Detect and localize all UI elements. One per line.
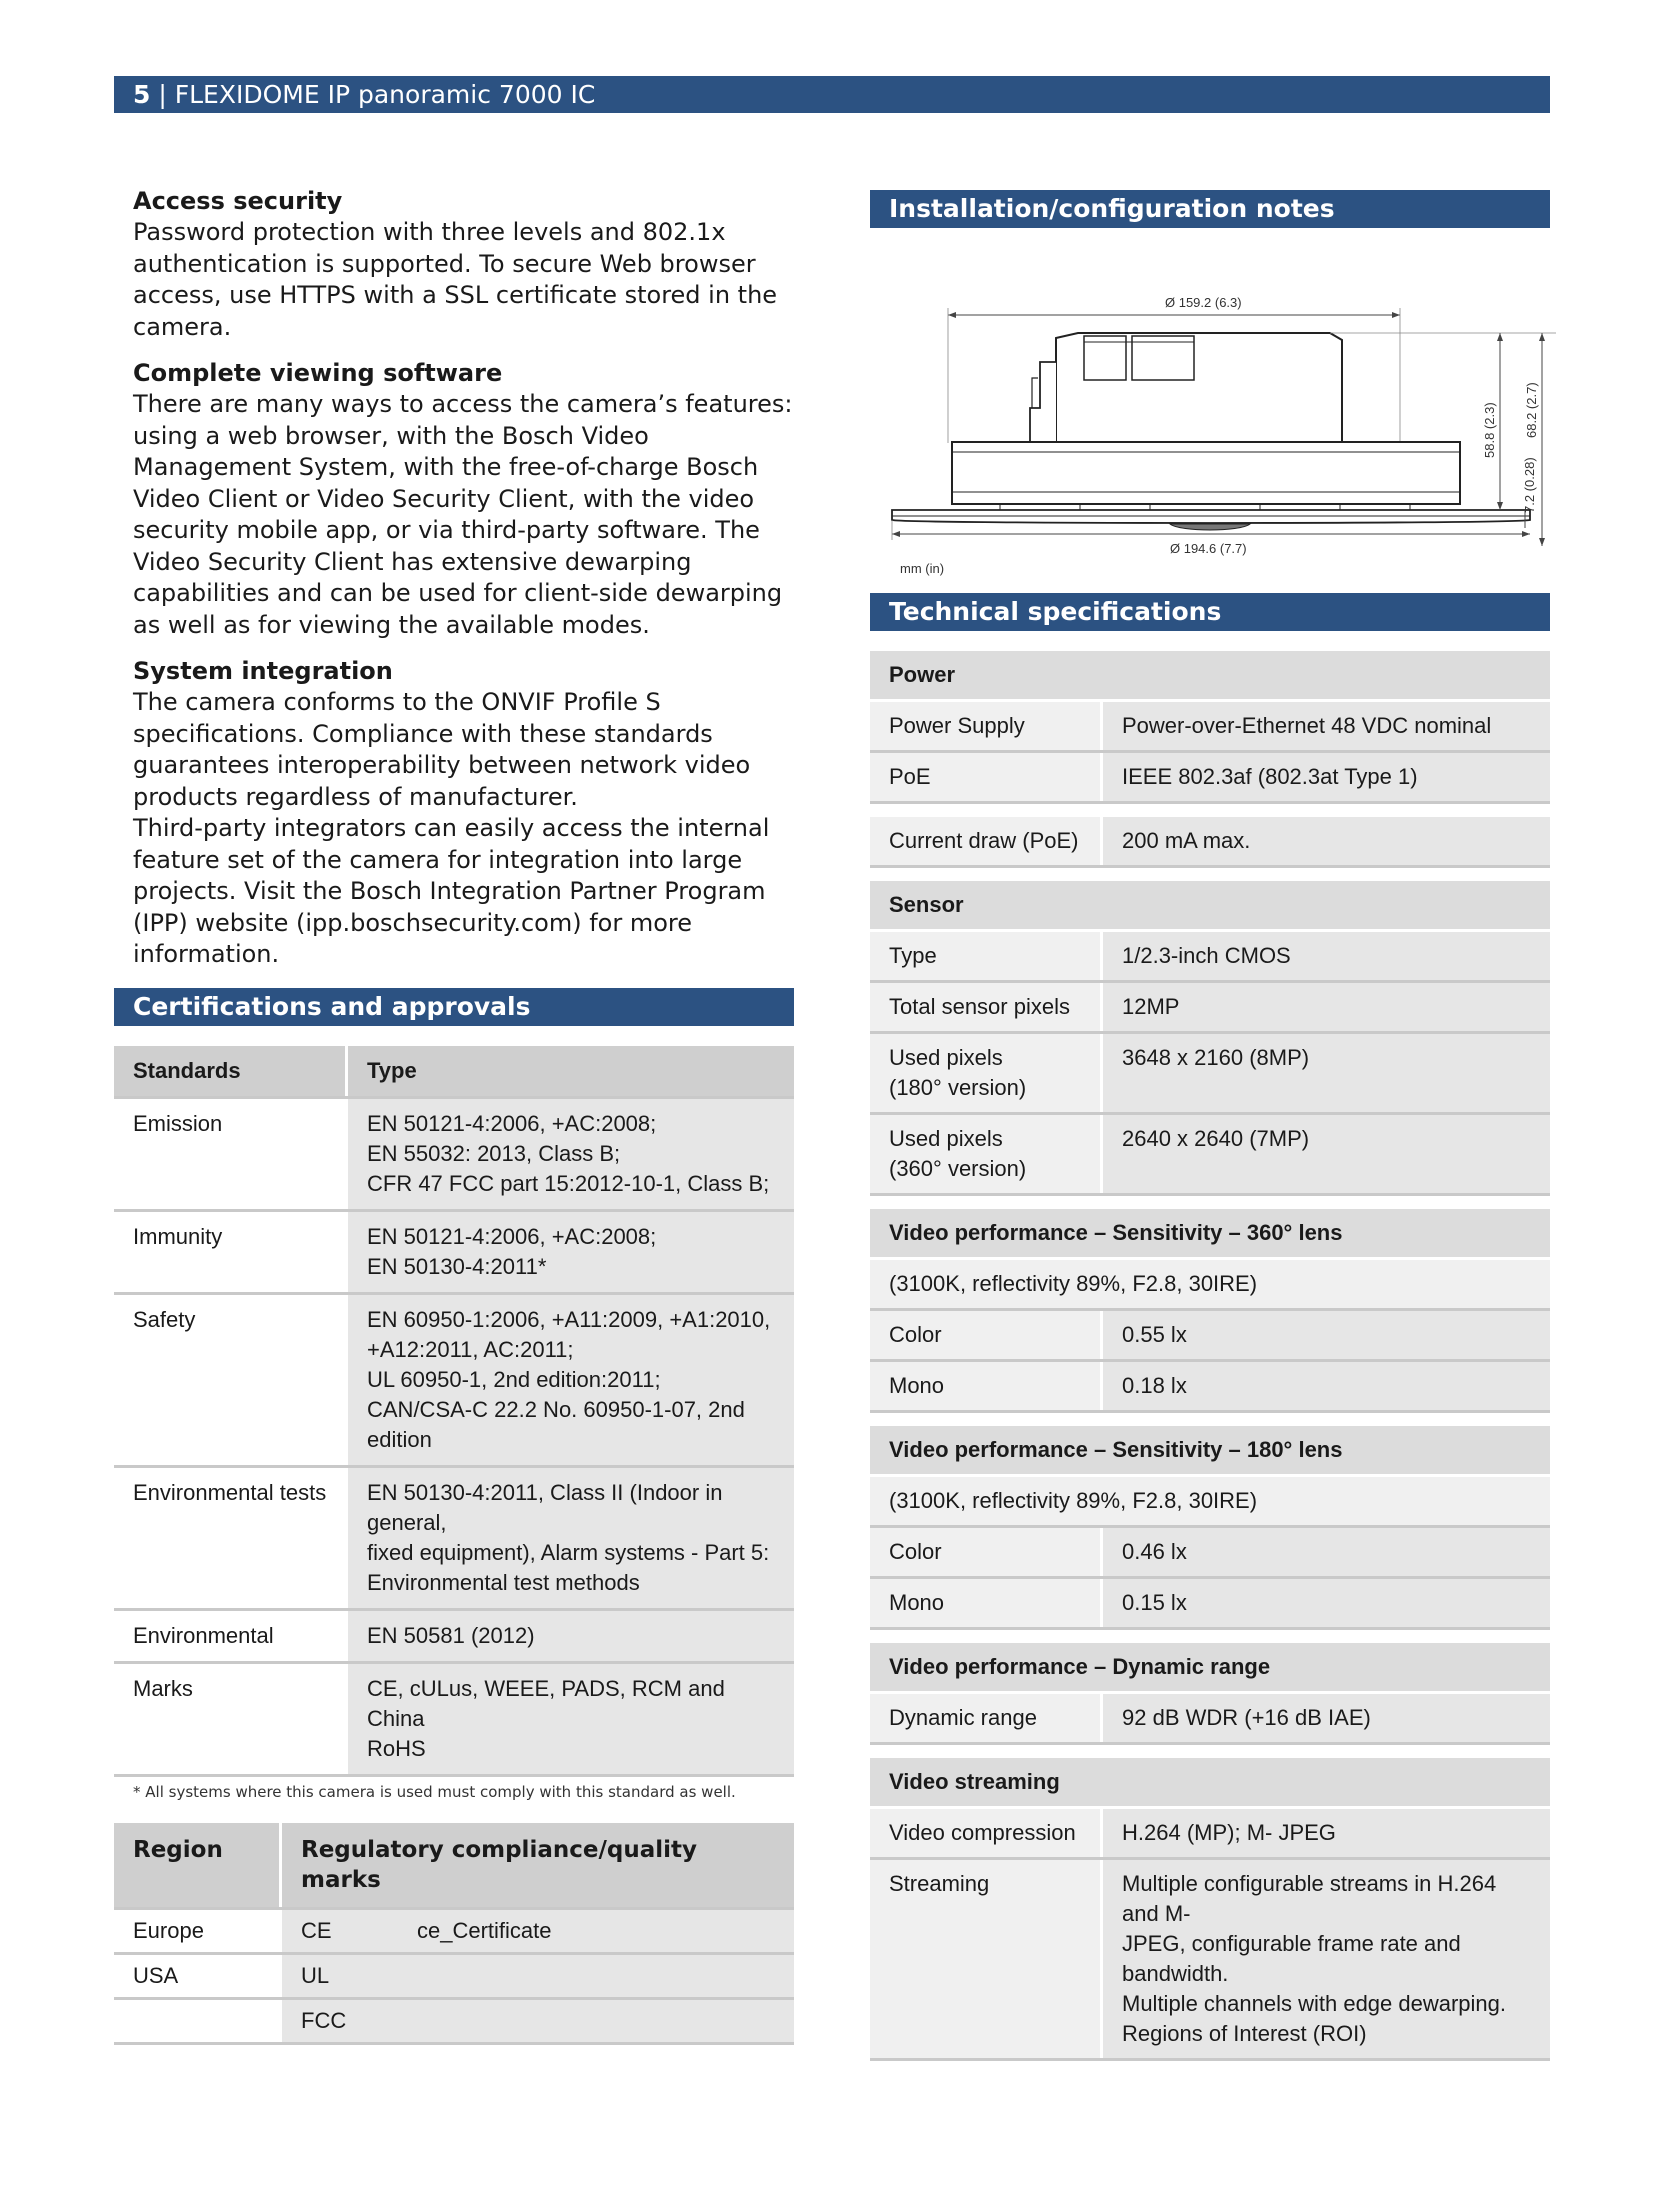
- units-label: mm (in): [900, 561, 945, 576]
- spec-label: Power Supply: [870, 702, 1100, 750]
- type-line: EN 50121-4:2006, +AC:2008;: [367, 1223, 657, 1249]
- spec-row: [870, 702, 1550, 753]
- spec-row: [870, 1362, 1550, 1413]
- spec-value: 0.55 lx: [1100, 1311, 1550, 1359]
- header-separator: |: [158, 80, 167, 109]
- bottom-diameter-label: Ø 194.6 (7.7): [1170, 541, 1247, 556]
- type-line: CAN/CSA-C 22.2 No. 60950-1-07, 2nd: [367, 1396, 745, 1422]
- section-heading: Access security: [133, 187, 343, 215]
- standard-cell: Emission: [133, 1110, 223, 1136]
- type-line: edition: [367, 1426, 432, 1452]
- spec-row: [870, 1809, 1550, 1860]
- spec-label: Current draw (PoE): [870, 817, 1100, 865]
- access-security-section: [114, 186, 794, 343]
- group-heading: Power: [870, 651, 1550, 702]
- spec-value: 1/2.3-inch CMOS: [1100, 932, 1550, 980]
- spec-row: [870, 1115, 1550, 1196]
- table-row: [114, 1664, 794, 1777]
- spec-row: [870, 983, 1550, 1034]
- spec-label: PoE: [870, 753, 1100, 801]
- group-heading: Video performance – Dynamic range: [870, 1643, 1550, 1694]
- type-line: fixed equipment), Alarm systems - Part 5:: [367, 1539, 770, 1565]
- type-cell: [345, 1212, 794, 1292]
- right-column: [870, 190, 1550, 2061]
- spec-value: 200 mA max.: [1100, 817, 1550, 865]
- spec-value: 0.18 lx: [1100, 1362, 1550, 1410]
- section-text-2: Third-party integrators can easily access the internal feature set of the camera for integration into large projects. Visit the Bosch Integration Partner Program (IPP) website (ipp.boschsecurity.com) for more information.: [133, 814, 770, 968]
- table-header-row: [114, 1046, 794, 1099]
- column-header: Type: [345, 1046, 794, 1096]
- camera-dimension-diagram: [870, 228, 1550, 576]
- type-cell: [345, 1468, 794, 1608]
- certificate-link[interactable]: ce_Certificate: [417, 1917, 552, 1943]
- column-header: Standards: [114, 1046, 345, 1096]
- technical-specs-title: Technical specifications: [870, 593, 1550, 631]
- region-cell: [114, 2000, 279, 2042]
- type-cell: [345, 1664, 794, 1774]
- standard-cell: Environmental: [133, 1622, 274, 1648]
- standard-cell: Safety: [133, 1306, 196, 1332]
- section-text: There are many ways to access the camera’s features: using a web browser, with the Bosch Video Management System, with the free-of-charge Bosch Video Client or Video Security Client, with the video security mobile app, or via third-party software. The Video Security Client has extensive dewarping capabilities and can be used for client-side dewarping as well as for viewing the available modes.: [133, 390, 793, 639]
- spec-label: Color: [870, 1311, 1100, 1359]
- mark-label: CE: [301, 1917, 332, 1943]
- test-conditions: (3100K, reflectivity 89%, F2.8, 30IRE): [870, 1260, 1550, 1311]
- page-number: 5: [133, 80, 151, 109]
- column-header: Regulatory compliance/quality marks: [279, 1823, 794, 1907]
- footnote: * All systems where this camera is used must comply with this standard as well.: [133, 1782, 736, 1801]
- mark-cell: [279, 1910, 794, 1952]
- mark-cell: [279, 2000, 794, 2042]
- table-row: [114, 1611, 794, 1664]
- type-line: EN 55032: 2013, Class B;: [367, 1140, 621, 1166]
- spec-label: Mono: [870, 1579, 1100, 1627]
- type-line: EN 50130-4:2011*: [367, 1253, 547, 1279]
- certifications-table: [114, 1046, 794, 1777]
- spec-label: Type: [870, 932, 1100, 980]
- group-heading: Sensor: [870, 881, 1550, 932]
- group-heading: Video performance – Sensitivity – 360° lens: [870, 1209, 1550, 1260]
- region-cell: Europe: [133, 1917, 204, 1943]
- viewing-software-section: [114, 358, 794, 641]
- value-line: Multiple configurable streams in H.264 and M-: [1122, 1871, 1497, 1926]
- spec-label: Dynamic range: [870, 1694, 1100, 1742]
- spec-row: [870, 1694, 1550, 1745]
- spec-label: Used pixels (360° version): [870, 1115, 1100, 1193]
- spec-row: [870, 817, 1550, 868]
- type-line: EN 60950-1:2006, +A11:2009, +A1:2010,: [367, 1306, 771, 1332]
- height-label-1: 58.8 (2.3): [1482, 402, 1497, 458]
- standard-cell: Environmental tests: [133, 1479, 327, 1505]
- spec-label: Used pixels (180° version): [870, 1034, 1100, 1112]
- spec-label: Streaming: [870, 1860, 1100, 2058]
- spec-value: 2640 x 2640 (7MP): [1100, 1115, 1550, 1193]
- region-cell: USA: [133, 1962, 179, 1988]
- table-row: [114, 1099, 794, 1212]
- height-label-2: 68.2 (2.7): [1524, 382, 1539, 438]
- spec-row: [870, 753, 1550, 804]
- test-conditions: (3100K, reflectivity 89%, F2.8, 30IRE): [870, 1477, 1550, 1528]
- type-cell: [345, 1099, 794, 1209]
- spec-value: 0.15 lx: [1100, 1579, 1550, 1627]
- section-text: Password protection with three levels and 802.1x authentication is supported. To secure Web browser access, use HTTPS with a SSL certificate stored in the camera.: [133, 218, 778, 341]
- page-header: [114, 76, 1550, 113]
- section-text: The camera conforms to the ONVIF Profile S specifications. Compliance with these standards guarantees interoperability between network video products regardless of manufacturer.: [133, 688, 751, 811]
- type-line: UL 60950-1, 2nd edition:2011;: [367, 1366, 661, 1392]
- section-heading: System integration: [133, 657, 393, 685]
- type-line: RoHS: [367, 1735, 426, 1761]
- document-title: FLEXIDOME IP panoramic 7000 IC: [174, 80, 596, 109]
- group-heading: Video performance – Sensitivity – 180° lens: [870, 1426, 1550, 1477]
- specs-table: [870, 651, 1550, 2061]
- type-line: CE, cULus, WEEE, PADS, RCM and China: [367, 1675, 725, 1731]
- left-column: [114, 186, 794, 2045]
- spec-row: [870, 1579, 1550, 1630]
- value-line: Regions of Interest (ROI): [1122, 2021, 1367, 2046]
- group-heading: Video streaming: [870, 1758, 1550, 1809]
- table-row: [114, 1295, 794, 1468]
- spec-value: H.264 (MP); M- JPEG: [1100, 1809, 1550, 1857]
- spec-value: [1100, 1860, 1550, 2058]
- spec-row: [870, 932, 1550, 983]
- spec-label: Video compression: [870, 1809, 1100, 1857]
- table-row: [114, 1468, 794, 1611]
- spec-value: 3648 x 2160 (8MP): [1100, 1034, 1550, 1112]
- table-row: [114, 1910, 794, 1955]
- spec-label: Mono: [870, 1362, 1100, 1410]
- spec-row: [870, 1311, 1550, 1362]
- installation-title: Installation/configuration notes: [870, 190, 1550, 228]
- height-label-3: 7.2 (0.28): [1522, 457, 1537, 513]
- table-row: [114, 2000, 794, 2045]
- table-header-row: [114, 1823, 794, 1910]
- spec-label: Total sensor pixels: [870, 983, 1100, 1031]
- standard-cell: Marks: [133, 1675, 193, 1701]
- type-line: Environmental test methods: [367, 1569, 640, 1595]
- type-cell: [345, 1295, 794, 1465]
- dimension-drawing: [870, 228, 1550, 576]
- type-line: CFR 47 FCC part 15:2012-10-1, Class B;: [367, 1170, 770, 1196]
- spec-value: IEEE 802.3af (802.3at Type 1): [1100, 753, 1550, 801]
- type-line: EN 50581 (2012): [367, 1622, 535, 1648]
- spec-value: Power-over-Ethernet 48 VDC nominal: [1100, 702, 1550, 750]
- spec-row: [870, 1528, 1550, 1579]
- mark-cell: [279, 1955, 794, 1997]
- column-header: Region: [114, 1823, 279, 1907]
- spec-value: 0.46 lx: [1100, 1528, 1550, 1576]
- type-line: +A12:2011, AC:2011;: [367, 1336, 574, 1362]
- value-line: Multiple channels with edge dewarping.: [1122, 1991, 1507, 2016]
- type-line: EN 50130-4:2011, Class II (Indoor in general,: [367, 1479, 723, 1535]
- type-cell: [345, 1611, 794, 1661]
- spec-value: 92 dB WDR (+16 dB IAE): [1100, 1694, 1550, 1742]
- mark-label: UL: [301, 1962, 330, 1988]
- regulatory-table: [114, 1823, 794, 2045]
- type-line: EN 50121-4:2006, +AC:2008;: [367, 1110, 657, 1136]
- spec-row: [870, 1034, 1550, 1115]
- top-diameter-label: Ø 159.2 (6.3): [1165, 295, 1242, 310]
- spec-row: [870, 1860, 1550, 2061]
- certifications-title: Certifications and approvals: [114, 988, 794, 1026]
- system-integration-section: [114, 656, 794, 971]
- section-heading: Complete viewing software: [133, 359, 503, 387]
- spec-value: 12MP: [1100, 983, 1550, 1031]
- mark-label: FCC: [301, 2007, 347, 2033]
- table-row: [114, 1212, 794, 1295]
- standard-cell: Immunity: [133, 1223, 223, 1249]
- spec-label: Color: [870, 1528, 1100, 1576]
- table-row: [114, 1955, 794, 2000]
- value-line: JPEG, configurable frame rate and bandwidth.: [1122, 1931, 1461, 1986]
